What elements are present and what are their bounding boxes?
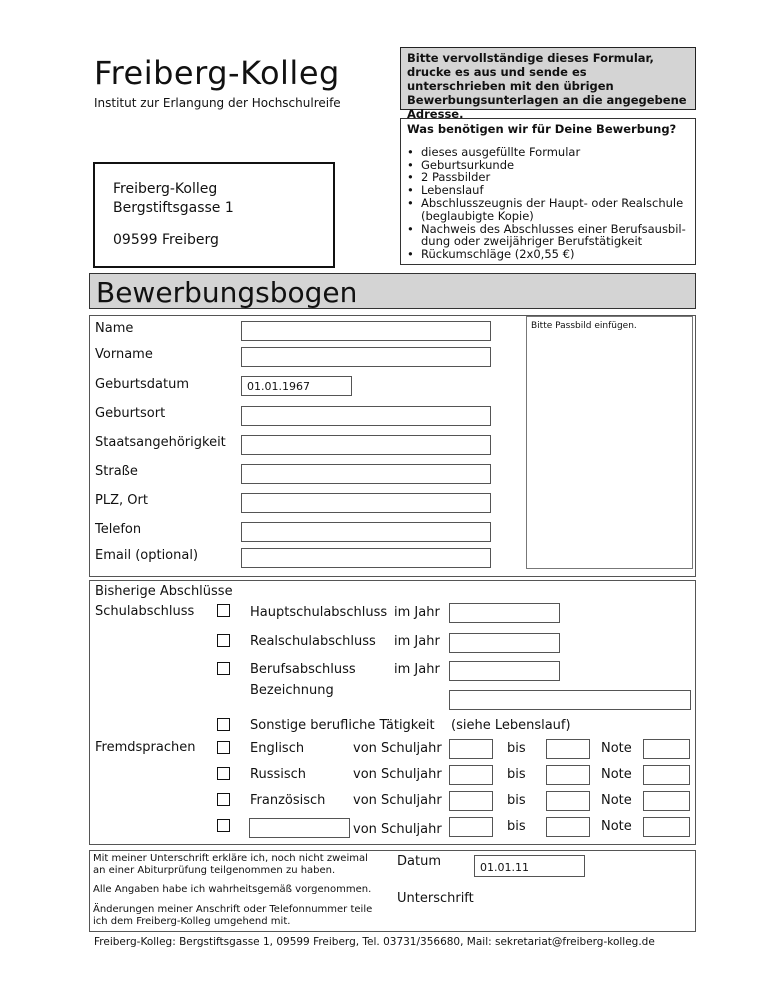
list-item: • Rückumschläge (2x0,55 €) [407,248,689,261]
grade-label: Note [601,793,632,808]
street-label: Straße [95,464,138,479]
address-line: Freiberg-Kolleg [113,181,218,197]
grade-label: Note [601,819,632,834]
russian-label: Russisch [250,767,307,782]
list-item: • Lebenslauf [407,184,689,197]
list-item: • dieses ausgefüllte Formular [407,146,689,159]
birthdate-field[interactable]: 01.01.1967 [241,376,352,396]
zip-city-label: PLZ, Ort [95,493,148,508]
from-year-label: von Schuljahr [353,793,442,808]
photo-hint: Bitte Passbild einfügen. [531,321,637,331]
date-field[interactable]: 01.01.11 [474,855,585,877]
signature-label: Unterschrift [397,891,474,906]
instruction-notice: Bitte vervollständige dieses Formular, drucke es aus und sende es unterschrieben mit den übrigen Bewerbungsunterlagen an die angegebene Adresse. [400,47,696,110]
address-line: 09599 Freiberg [113,232,219,248]
berufsabschluss-checkbox[interactable] [217,662,230,675]
birthplace-label: Geburtsort [95,406,166,421]
realschule-year-field[interactable] [449,633,560,653]
english-grade-field[interactable] [643,739,690,759]
hauptschule-label: Hauptschulabschluss [250,605,388,620]
french-checkbox[interactable] [217,793,230,806]
designation-field[interactable] [449,690,691,710]
year-label: im Jahr [394,605,440,620]
designation-label: Bezeichnung [250,683,334,698]
other-language-field[interactable] [249,818,350,838]
year-label: im Jahr [394,634,440,649]
russian-checkbox[interactable] [217,767,230,780]
to-label: bis [507,819,526,834]
requirements-heading: Was benötigen wir für Deine Bewerbung? [407,122,677,136]
other-language-checkbox[interactable] [217,819,230,832]
phone-label: Telefon [95,522,142,537]
hauptschule-year-field[interactable] [449,603,560,623]
russian-grade-field[interactable] [643,765,690,785]
french-to-field[interactable] [546,791,590,811]
date-label: Datum [397,854,441,869]
english-checkbox[interactable] [217,741,230,754]
education-heading: Bisherige Abschlüsse [95,584,233,599]
school-label: Schulabschluss [95,604,195,619]
other-work-checkbox[interactable] [217,718,230,731]
hauptschule-checkbox[interactable] [217,604,230,617]
realschule-label: Realschulabschluss [250,634,376,649]
russian-from-field[interactable] [449,765,493,785]
firstname-label: Vorname [95,347,153,362]
other-work-note: (siehe Lebenslauf) [451,718,571,733]
languages-label: Fremdsprachen [95,740,196,755]
english-to-field[interactable] [546,739,590,759]
declaration-text: Mit meiner Unterschrift erkläre ich, noch nicht zweimal an einer Abiturprüfung teilgenommen zu haben. [93,853,368,876]
berufsabschluss-year-field[interactable] [449,661,560,681]
page-footer: Freiberg-Kolleg: Bergstiftsgasse 1, 09599 Freiberg, Tel. 03731/356680, Mail: sekretariat@freiberg-kolleg.de [94,936,655,948]
address-change-text: Änderungen meiner Anschrift oder Telefonnummer teile ich dem Freiberg-Kolleg umgehend mit. [93,904,373,927]
nationality-label: Staatsangehörigkeit [95,435,226,450]
recipient-address [93,162,335,268]
list-item: • Abschlusszeugnis der Haupt- oder Realschule (beglaubigte Kopie) [407,197,689,223]
phone-field[interactable] [241,522,491,542]
nationality-field[interactable] [241,435,491,455]
photo-box[interactable] [526,316,693,569]
list-item: • 2 Passbilder [407,171,689,184]
grade-label: Note [601,741,632,756]
french-from-field[interactable] [449,791,493,811]
to-label: bis [507,767,526,782]
french-label: Französisch [250,793,326,808]
english-from-field[interactable] [449,739,493,759]
page-title: Freiberg-Kolleg [94,54,340,92]
russian-to-field[interactable] [546,765,590,785]
french-grade-field[interactable] [643,791,690,811]
to-label: bis [507,793,526,808]
birthdate-label: Geburtsdatum [95,377,189,392]
grade-label: Note [601,767,632,782]
other-language-grade-field[interactable] [643,817,690,837]
requirements-list [407,146,689,261]
requirements-box [400,118,696,265]
email-label: Email (optional) [95,548,199,563]
from-year-label: von Schuljahr [353,741,442,756]
to-label: bis [507,741,526,756]
truthfulness-text: Alle Angaben habe ich wahrheitsgemäß vorgenommen. [93,884,372,895]
name-label: Name [95,321,134,336]
other-language-from-field[interactable] [449,817,493,837]
berufsabschluss-label: Berufsabschluss [250,662,356,677]
other-language-to-field[interactable] [546,817,590,837]
zip-city-field[interactable] [241,493,491,513]
name-field[interactable] [241,321,491,341]
firstname-field[interactable] [241,347,491,367]
other-work-label: Sonstige berufliche Tätigkeit [250,718,435,733]
street-field[interactable] [241,464,491,484]
email-field[interactable] [241,548,491,568]
year-label: im Jahr [394,662,440,677]
list-item: • Nachweis des Abschlusses einer Berufsausbil-dung oder zweijähriger Berufstätigkeit [407,223,689,249]
list-item: • Geburtsurkunde [407,159,689,172]
form-banner: Bewerbungsbogen [89,273,696,309]
page-subtitle: Institut zur Erlangung der Hochschulreife [94,96,341,110]
from-year-label: von Schuljahr [353,822,442,837]
birthplace-field[interactable] [241,406,491,426]
from-year-label: von Schuljahr [353,767,442,782]
realschule-checkbox[interactable] [217,634,230,647]
english-label: Englisch [250,741,305,756]
address-line: Bergstiftsgasse 1 [113,200,234,216]
